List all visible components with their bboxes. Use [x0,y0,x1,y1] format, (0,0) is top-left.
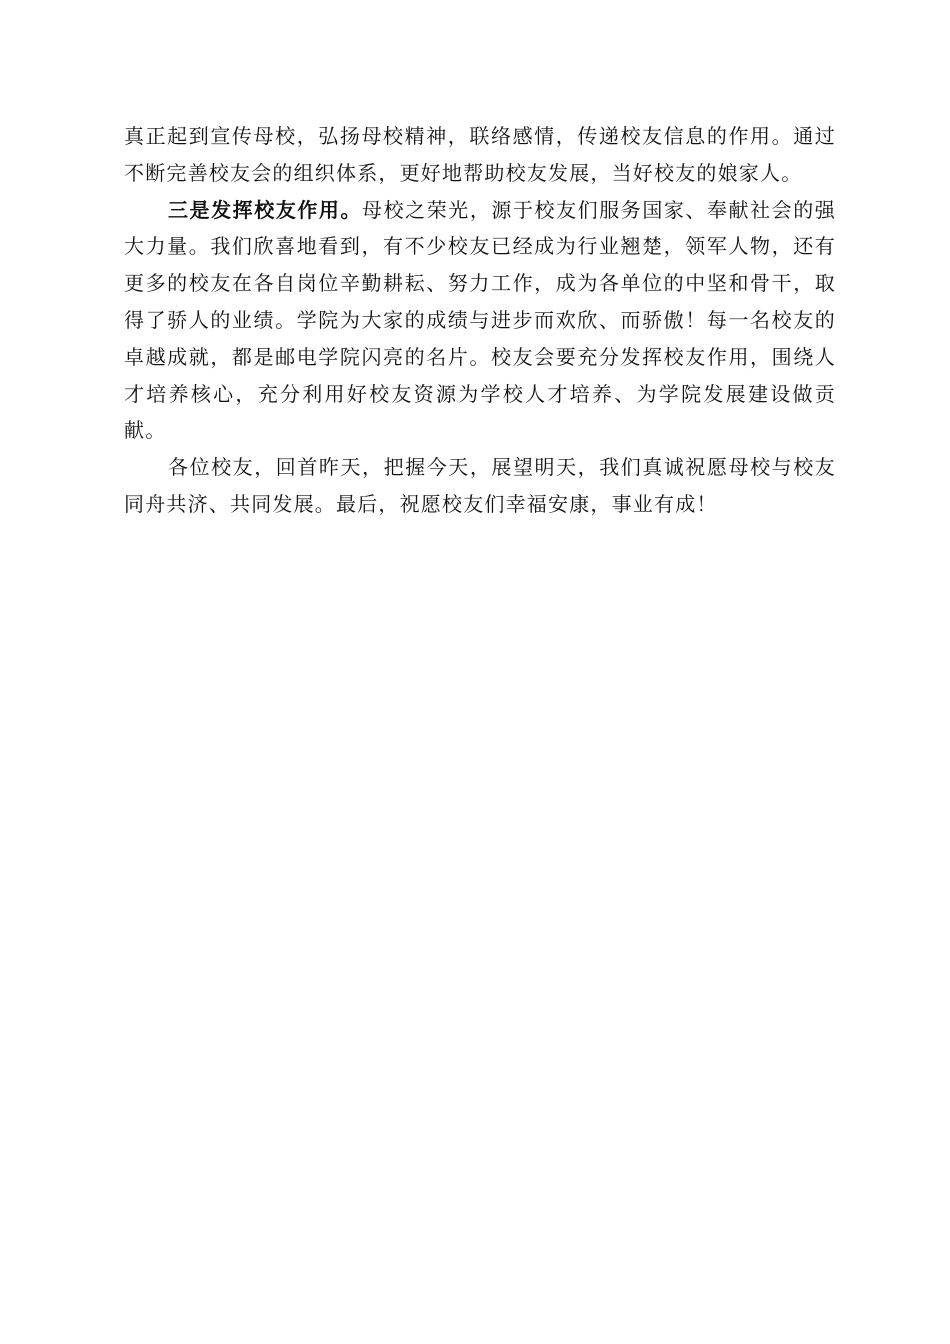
paragraph-text: 各位校友，回首昨天，把握今天，展望明天，我们真诚祝愿母校与校友同舟共济、共同发展。最后，祝愿校友们幸福安康，事业有成！ [124,455,836,516]
paragraph-text: 真正起到宣传母校，弘扬母校精神，联络感情，传递校友信息的作用。通过不断完善校友会的组织体系，更好地帮助校友发展，当好校友的娘家人。 [124,124,836,185]
document-body [124,118,836,523]
paragraph-closing [124,449,836,523]
paragraph-text: 母校之荣光，源于校友们服务国家、奉献社会的强大力量。我们欣喜地看到，有不少校友已经成为行业翘楚，领军人物，还有更多的校友在各自岗位辛勤耕耘、努力工作，成为各单位的中坚和骨干，取得了骄人的业绩。学院为大家的成绩与进步而欢欣、而骄傲！每一名校友的卓越成就，都是邮电学院闪亮的名片。校友会要充分发挥校友作用，围绕人才培养核心，充分利用好校友资源为学校人才培养、为学院发展建设做贡献。 [124,197,836,443]
paragraph-alumni-role [124,192,836,450]
paragraph-continuation [124,118,836,192]
paragraph-heading: 三是发挥校友作用。 [168,197,363,222]
